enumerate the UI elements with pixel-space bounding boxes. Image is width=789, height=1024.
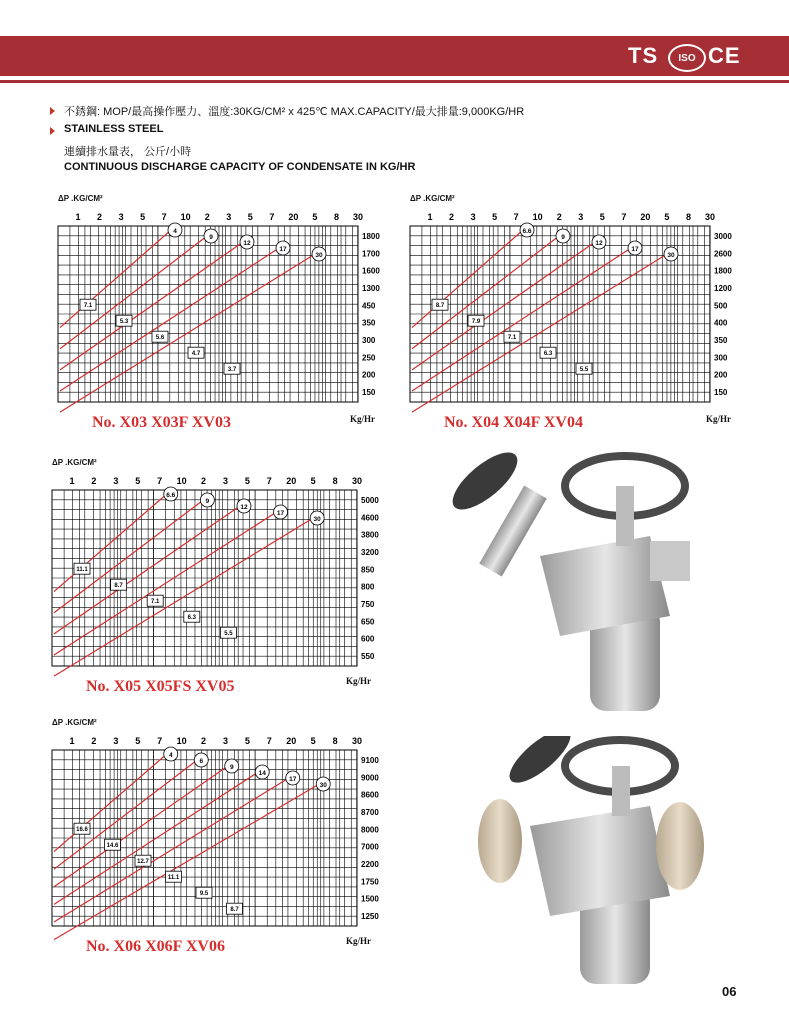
- pressure-tag-label: 7.1: [151, 599, 160, 606]
- valve-image-top: [440, 446, 740, 716]
- pressure-tag-label: 5.6: [155, 335, 165, 342]
- x-tick-label: 3: [470, 212, 476, 222]
- valve-image-bottom: [440, 736, 740, 986]
- x-tick-label: 3: [222, 736, 228, 746]
- x-tick-label: 3: [118, 212, 124, 222]
- ce-logo: CE: [708, 43, 741, 68]
- y-tick-label: 3000: [714, 232, 732, 241]
- pressure-tag-label: 7.1: [507, 335, 517, 342]
- y-tick-label: 200: [362, 370, 376, 380]
- x-tick-label: 3: [578, 212, 584, 222]
- x-tick-label: 10: [532, 212, 543, 222]
- series-label: 30: [667, 252, 675, 259]
- x-tick-label: 5: [135, 736, 141, 746]
- series-label: 9: [229, 764, 234, 771]
- x-tick-label: 8: [685, 212, 691, 222]
- x-tick-label: 20: [288, 212, 299, 222]
- x-tick-label: 2: [204, 212, 210, 222]
- chart-x04: [410, 192, 740, 417]
- chart-x03-svg: [58, 192, 388, 412]
- pressure-tag-label: 11.1: [76, 567, 88, 574]
- x-tick-label: 5: [247, 212, 253, 222]
- y-tick-label: 3200: [361, 548, 379, 557]
- x-tick-label: 8: [332, 736, 338, 746]
- y-tick-label: 2600: [714, 249, 732, 259]
- y-tick-label: 550: [361, 652, 375, 661]
- y-tick-label: 350: [362, 318, 376, 328]
- pressure-tag-label: 7.9: [471, 319, 481, 326]
- x-tick-label: 5: [244, 736, 250, 746]
- x-tick-label: 8: [333, 212, 339, 222]
- dp-label: ΔP .KG/CM²: [410, 194, 455, 203]
- pressure-tag-label: 7.1: [83, 303, 93, 310]
- unit-label: Kg/Hr: [346, 936, 371, 946]
- x-tick-label: 2: [91, 476, 97, 486]
- model-label-x03: No. X03 X03F XV03: [92, 414, 231, 431]
- x-tick-label: 5: [599, 212, 605, 222]
- x-tick-label: 3: [226, 212, 232, 222]
- header-rule: [0, 80, 789, 83]
- chart-x06-svg: [52, 716, 392, 936]
- y-tick-label: 3800: [361, 530, 379, 540]
- x-tick-label: 3: [113, 476, 119, 486]
- pressure-tag-label: 6.3: [187, 615, 196, 622]
- y-tick-label: 800: [361, 582, 375, 592]
- x-tick-label: 2: [201, 736, 207, 746]
- x-tick-label: 7: [621, 212, 627, 222]
- chart-x05: [52, 456, 392, 681]
- series-label: 17: [289, 776, 297, 783]
- chinese-title: 連續排水量表， 公斤/小時: [64, 146, 192, 158]
- series-label: 17: [276, 510, 285, 517]
- x-tick-label: 30: [352, 212, 364, 222]
- x-tick-label: 7: [266, 476, 272, 486]
- series-line: [412, 254, 667, 412]
- pressure-tag-label: 16.6: [76, 827, 88, 834]
- page-number: 06: [722, 984, 737, 999]
- series-label: 17: [279, 246, 287, 253]
- y-tick-label: 9100: [361, 756, 379, 765]
- x-tick-label: 20: [286, 736, 297, 746]
- unit-label: Kg/Hr: [346, 676, 371, 686]
- x-tick-label: 7: [513, 212, 519, 222]
- series-label: 4: [173, 228, 177, 235]
- series-line: [60, 230, 171, 328]
- y-tick-label: 650: [361, 617, 375, 627]
- x-tick-label: 7: [161, 212, 167, 222]
- x-tick-label: 2: [449, 212, 455, 222]
- y-tick-label: 5000: [361, 496, 379, 505]
- pressure-tag-label: 12.7: [137, 859, 149, 866]
- series-label: 6.6: [522, 228, 532, 235]
- y-tick-label: 750: [361, 600, 375, 609]
- y-tick-label: 9000: [361, 773, 379, 783]
- y-tick-label: 1800: [714, 266, 732, 276]
- x-tick-label: 2: [91, 736, 97, 746]
- pressure-tag-label: 8.7: [230, 907, 239, 914]
- series-label: 6: [199, 758, 204, 765]
- x-tick-label: 7: [269, 212, 275, 222]
- pressure-tag-label: 5.3: [119, 319, 129, 326]
- x-tick-label: 2: [201, 476, 207, 486]
- y-tick-label: 150: [362, 388, 376, 397]
- series-label: 30: [313, 516, 321, 523]
- x-tick-label: 5: [310, 736, 316, 746]
- y-tick-label: 1300: [362, 284, 380, 293]
- series-label: 9: [209, 234, 213, 241]
- x-tick-label: 3: [222, 476, 228, 486]
- model-label-x04: No. X04 X04F XV04: [444, 414, 583, 431]
- y-tick-label: 8600: [361, 790, 379, 800]
- x-tick-label: 5: [140, 212, 146, 222]
- x-tick-label: 3: [113, 736, 119, 746]
- pressure-tag-label: 4.7: [191, 351, 201, 358]
- x-tick-label: 10: [176, 476, 187, 486]
- model-label-x05: No. X05 X05FS XV05: [86, 678, 235, 695]
- pressure-tag-label: 3.7: [227, 367, 237, 374]
- y-tick-label: 150: [714, 388, 728, 397]
- dp-label: ΔP .KG/CM²: [52, 458, 97, 467]
- x-tick-label: 5: [310, 476, 316, 486]
- y-tick-label: 1600: [362, 266, 380, 276]
- y-tick-label: 1200: [714, 284, 732, 293]
- x-tick-label: 5: [312, 212, 318, 222]
- bullet-icon: [50, 107, 55, 115]
- series-label: 12: [243, 240, 251, 247]
- y-tick-label: 1500: [361, 894, 379, 904]
- material-line: STAINLESS STEEL: [64, 123, 164, 135]
- x-tick-label: 7: [157, 736, 163, 746]
- y-tick-label: 400: [714, 318, 728, 328]
- pressure-tag-label: 14.6: [106, 843, 119, 850]
- model-label-x06: No. X06 X06F XV06: [86, 938, 225, 955]
- y-tick-label: 350: [714, 336, 728, 345]
- y-tick-label: 500: [714, 301, 728, 311]
- y-tick-label: 1250: [361, 912, 379, 921]
- series-line: [60, 254, 315, 412]
- x-tick-label: 1: [69, 476, 75, 486]
- y-tick-label: 4600: [361, 513, 379, 523]
- pressure-tag-label: 9.5: [199, 891, 209, 898]
- pressure-tag-label: 11.1: [167, 875, 180, 882]
- x-tick-label: 5: [492, 212, 498, 222]
- x-tick-label: 30: [351, 736, 363, 746]
- y-tick-label: 850: [361, 565, 375, 575]
- capacity-title: CONTINUOUS DISCHARGE CAPACITY OF CONDENSATE IN KG/HR: [64, 161, 416, 173]
- series-label: 17: [631, 246, 639, 253]
- x-tick-label: 10: [180, 212, 191, 222]
- x-tick-label: 30: [351, 476, 363, 486]
- y-tick-label: 2200: [361, 860, 379, 869]
- unit-label: Kg/Hr: [706, 414, 731, 424]
- x-tick-label: 5: [244, 476, 250, 486]
- y-tick-label: 7000: [361, 842, 379, 852]
- x-tick-label: 2: [97, 212, 103, 222]
- y-tick-label: 200: [714, 370, 728, 380]
- unit-label: Kg/Hr: [350, 414, 375, 424]
- x-tick-label: 7: [157, 476, 163, 486]
- series-label: 9: [205, 498, 210, 505]
- series-line: [54, 760, 197, 869]
- y-tick-label: 1700: [362, 249, 380, 259]
- x-tick-label: 8: [332, 476, 338, 486]
- pressure-tag-label: 8.7: [435, 303, 445, 310]
- y-tick-label: 1800: [362, 232, 380, 241]
- x-tick-label: 20: [640, 212, 651, 222]
- x-tick-label: 7: [266, 736, 272, 746]
- chart-x05-svg: [52, 456, 392, 676]
- x-tick-label: 1: [427, 212, 433, 222]
- series-label: 12: [595, 240, 603, 247]
- iso-logo: ISO: [668, 44, 706, 72]
- pressure-tag-label: 5.5: [224, 631, 233, 638]
- y-tick-label: 8000: [361, 825, 379, 835]
- series-label: 30: [315, 252, 323, 259]
- x-tick-label: 1: [75, 212, 81, 222]
- series-line: [54, 518, 313, 676]
- pressure-tag-label: 6.3: [543, 351, 553, 358]
- series-label: 30: [319, 782, 327, 789]
- series-label: 12: [240, 504, 248, 511]
- dp-label: ΔP .KG/CM²: [52, 718, 97, 727]
- pressure-tag-label: 5.5: [579, 367, 589, 374]
- y-tick-label: 300: [362, 336, 376, 345]
- x-tick-label: 2: [556, 212, 562, 222]
- y-tick-label: 300: [714, 353, 728, 363]
- spec-line: 不銹鋼: MOP/最高操作壓力、溫度:30KG/CM² x 425℃ MAX.CAPACITY/最大排量:9,000KG/HR: [64, 106, 525, 118]
- chart-x06: [52, 716, 392, 941]
- bullet-icon: [50, 127, 55, 135]
- x-tick-label: 30: [704, 212, 716, 222]
- x-tick-label: 20: [286, 476, 297, 486]
- series-label: 6.6: [166, 492, 176, 499]
- x-tick-label: 1: [69, 736, 75, 746]
- chart-x04-svg: [410, 192, 740, 412]
- series-line: [412, 230, 523, 328]
- y-tick-label: 600: [361, 634, 375, 644]
- dp-label: ΔP .KG/CM²: [58, 194, 103, 203]
- series-label: 14: [258, 770, 266, 777]
- x-tick-label: 5: [664, 212, 670, 222]
- y-tick-label: 1750: [361, 877, 379, 887]
- chart-x03: [58, 192, 388, 417]
- ts-logo: TS: [628, 43, 659, 68]
- y-tick-label: 250: [362, 353, 376, 363]
- y-tick-label: 8700: [361, 808, 379, 817]
- x-tick-label: 10: [176, 736, 187, 746]
- series-line: [54, 778, 289, 922]
- series-label: 4: [168, 752, 173, 759]
- y-tick-label: 450: [362, 301, 376, 311]
- x-tick-label: 5: [135, 476, 141, 486]
- series-label: 9: [561, 234, 565, 241]
- pressure-tag-label: 8.7: [114, 583, 123, 590]
